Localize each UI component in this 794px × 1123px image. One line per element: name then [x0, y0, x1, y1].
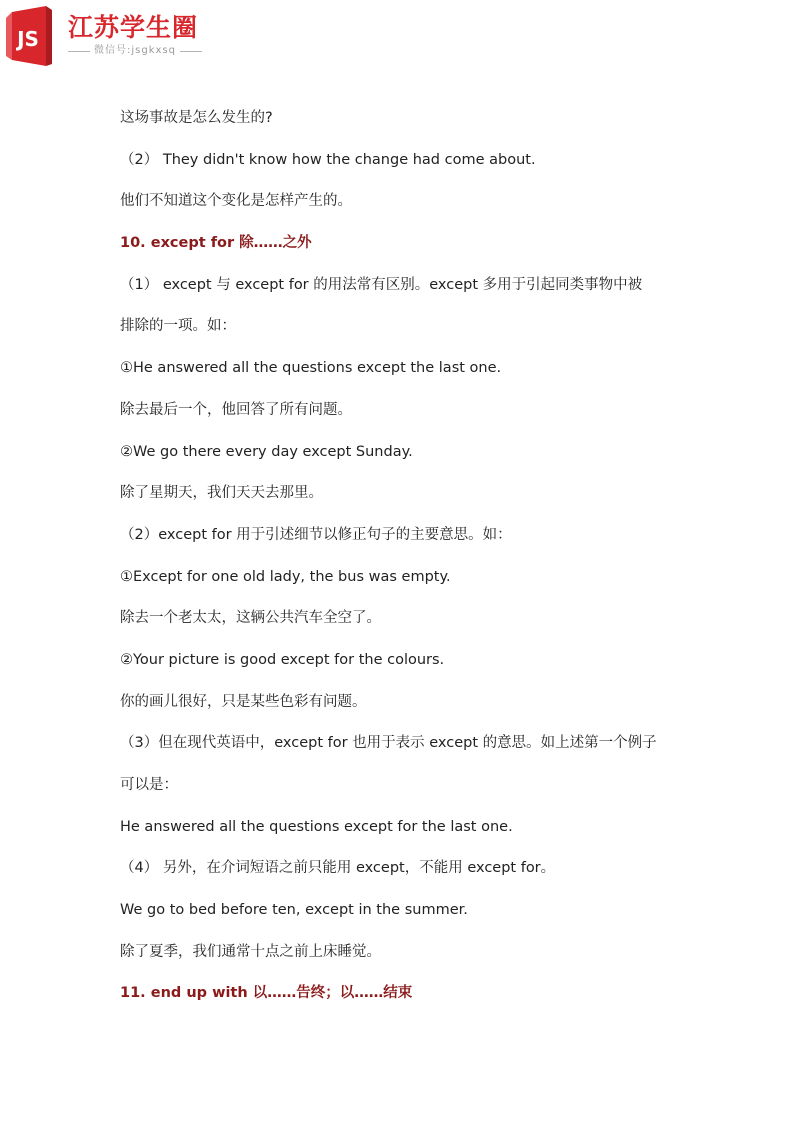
- text-line: （3）但在现代英语中，except for 也用于表示 except 的意思。如上述第一个例子: [120, 735, 657, 752]
- section-heading: 10. except for 除……之外: [120, 235, 312, 252]
- brand-name: 江苏学生圈: [68, 13, 199, 42]
- text-line: （1） except 与 except for 的用法常有区别。except 多用于引起同类事物中被: [120, 276, 643, 293]
- logo-letters: JS: [17, 27, 39, 51]
- section-heading: 11. end up with 以……告终；以……结束: [120, 985, 413, 1002]
- page-header: [0, 0, 794, 80]
- text-line: We go to bed before ten, except in the summer.: [120, 902, 468, 919]
- text-line: （2）except for 用于引述细节以修正句子的主要意思。如：: [120, 526, 512, 543]
- text-line: （2） They didn't know how the change had come about.: [120, 151, 536, 168]
- text-line: 排除的一项。如：: [120, 318, 236, 335]
- text-line: ②Your picture is good except for the colours.: [120, 651, 445, 668]
- text-line: 他们不知道这个变化是怎样产生的。: [120, 193, 352, 210]
- text-line: 可以是：: [120, 777, 178, 793]
- document-body: [120, 98, 680, 1015]
- text-line: ②We go there every day except Sunday.: [120, 443, 413, 460]
- text-line: ①Except for one old lady, the bus was empty.: [120, 568, 451, 585]
- brand-subtitle: [68, 45, 202, 57]
- text-line: 你的画儿很好，只是某些色彩有问题。: [120, 693, 367, 710]
- text-line: 除了夏季，我们通常十点之前上床睡觉。: [120, 943, 381, 960]
- text-line: （4） 另外，在介词短语之前只能用 except，不能用 except for。: [120, 860, 556, 877]
- text-line: 除去最后一个，他回答了所有问题。: [120, 401, 352, 418]
- text-line: ①He answered all the questions except the last one.: [120, 360, 502, 377]
- text-line: He answered all the questions except for the last one.: [120, 818, 513, 835]
- subtitle-rule-left: [68, 51, 90, 52]
- text-line: 除去一个老太太，这辆公共汽车全空了。: [120, 610, 381, 627]
- subtitle-rule-right: [180, 51, 202, 52]
- brand-logo-icon: [0, 4, 56, 70]
- text-line: 这场事故是怎么发生的?: [120, 110, 273, 126]
- text-line: 除了星期天，我们天天去那里。: [120, 485, 323, 502]
- wechat-id: 微信号:jsgkxsq: [94, 45, 176, 56]
